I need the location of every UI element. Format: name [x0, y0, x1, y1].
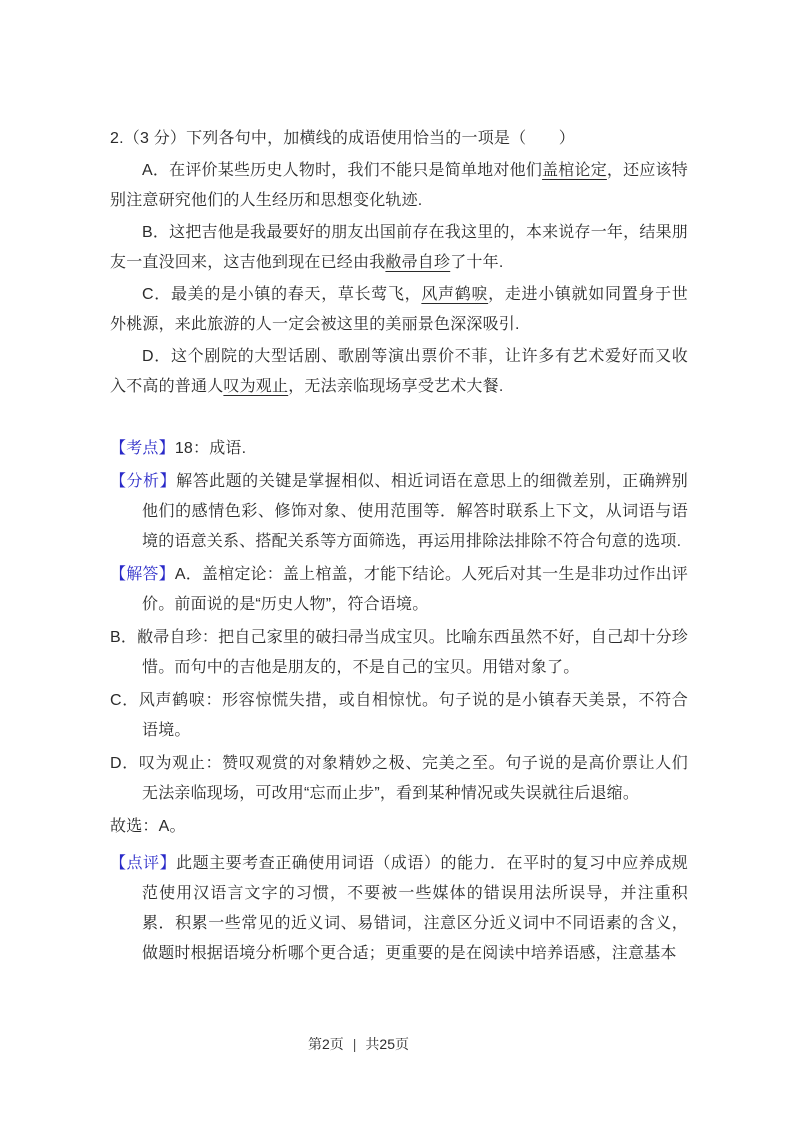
question-stem: 2.（3 分）下列各句中，加横线的成语使用恰当的一项是（ ）: [110, 130, 575, 147]
dianping-row: [110, 849, 688, 969]
kaodian-label: 【考点】: [110, 440, 175, 457]
text-segment: B．这把吉他是我最要好的朋友出国前存在我这里的，本来说存一年，结果朋友一直没回来，这吉他到现在已经由我: [110, 224, 688, 271]
footer-page-number: 第2页: [307, 1036, 344, 1052]
underlined-idiom: 盖棺论定: [542, 162, 607, 179]
answer-key-section: [110, 434, 688, 969]
page-footer: [0, 1034, 755, 1054]
text-segment: ，还应该特别注意研究他们的人生经历和思想变化轨迹.: [110, 162, 688, 209]
fenxi-label: 【分析】: [110, 473, 177, 490]
jieda-item-b: B．敝帚自珍：把自己家里的破扫帚当成宝贝。比喻东西虽然不好，自己却十分珍惜。而句中的吉他是朋友的，不是自己的宝贝。用错对象了。: [110, 629, 688, 676]
underlined-idiom: 风声鹤唳: [421, 286, 489, 303]
text-segment: 了十年.: [450, 254, 504, 271]
footer-separator: |: [352, 1036, 357, 1052]
option-a: [110, 156, 688, 216]
underlined-idiom: 敝帚自珍: [385, 254, 451, 271]
underlined-idiom: 叹为观止: [223, 378, 289, 395]
kaodian-row: [110, 434, 688, 464]
document-body: [110, 124, 688, 969]
kaodian-text: 18：成语.: [174, 440, 247, 457]
text-segment: ，无法亲临现场享受艺术大餐.: [288, 378, 504, 395]
dianping-text: 此题主要考查正确使用词语（成语）的能力．在平时的复习中应养成规范使用汉语言文字的习惯，不要被一些媒体的错误用法所误导，并注重积累．积累一些常见的近义词、易错词，注意区分近义词中不同语素的含义，做题时根据语境分析哪个更合适；更重要的是在阅读中培养语感，注意基本: [142, 855, 688, 962]
text-segment: ，走进小镇就如同置身于世外桃源，来此旅游的人一定会被这里的美丽景色深深吸引.: [110, 286, 688, 333]
jieda-item-d: D．叹为观止：赞叹观赏的对象精妙之极、完美之至。句子说的是高价票让人们无法亲临现场，可改用“忘而止步”，看到某种情况或失误就往后退缩。: [110, 755, 688, 802]
jieda-conclusion: 故选：A。: [110, 818, 186, 835]
fenxi-row: [110, 467, 688, 557]
footer-total-pages: 共25页: [365, 1036, 409, 1052]
jieda-item-a: A．盖棺定论：盖上棺盖，才能下结论。人死后对其一生是非功过作出评价。前面说的是“历史人物”，符合语境。: [142, 566, 688, 613]
dianping-label: 【点评】: [110, 855, 177, 872]
text-segment: D．这个剧院的大型话剧、歌剧等演出票价不菲，让许多有艺术爱好而又收入不高的普通人: [110, 348, 688, 395]
option-c: [110, 280, 688, 340]
jieda-row-a: [110, 560, 688, 620]
text-segment: C．最美的是小镇的春天，草长莺飞，: [142, 286, 422, 303]
option-b: [110, 218, 688, 278]
jieda-label: 【解答】: [110, 566, 175, 583]
jieda-item-c: C．风声鹤唳：形容惊慌失措，或自相惊忧。句子说的是小镇春天美景，不符合语境。: [110, 692, 688, 739]
text-segment: A．在评价某些历史人物时，我们不能只是简单地对他们: [142, 162, 543, 179]
option-d: [110, 342, 688, 402]
fenxi-text: 解答此题的关键是掌握相似、相近词语在意思上的细微差别，正确辨别他们的感情色彩、修饰对象、使用范围等．解答时联系上下文，从词语与语境的语意关系、搭配关系等方面筛选，再运用排除法排除不符合句意的选项.: [142, 473, 688, 550]
